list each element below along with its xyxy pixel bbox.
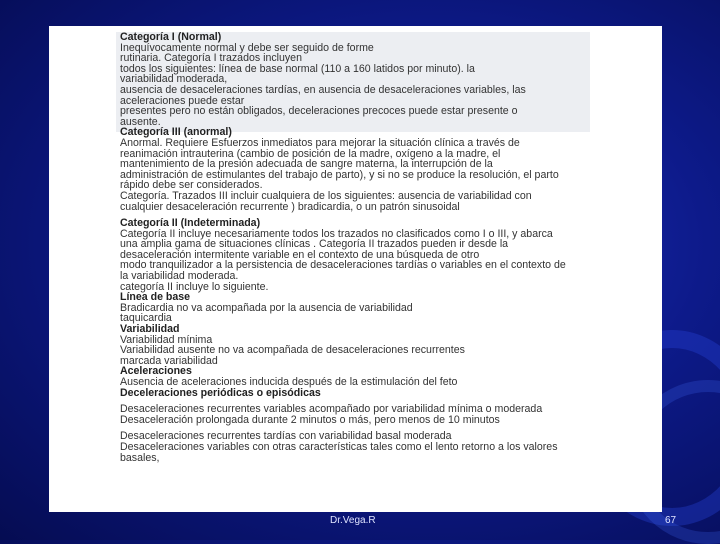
text-line: Categoría. Trazados III incluir cualquiera de los siguientes: ausencia de variabilidad con: [120, 189, 532, 202]
footer-author: Dr.Vega.R: [330, 515, 376, 526]
text-line: mantenimiento de la presión adecuada de sangre materna, la interrupción de la: [120, 158, 493, 171]
text-line: Bradicardia no va acompañada por la ausencia de variabilidad: [120, 301, 413, 314]
heading-category-3: Categoría III (anormal): [120, 126, 232, 139]
text-line: Desaceleraciones recurrentes tardías con variabilidad basal moderada: [120, 430, 452, 443]
text-line: presentes pero no están obligados, deceleraciones precoces puede estar presente o: [120, 105, 518, 118]
text-line: desaceleración intermitente variable en el contexto de una búsqueda de otro: [120, 248, 480, 261]
text-line: rutinaria. Categoría I trazados incluyen: [120, 52, 302, 65]
heading-category-1: Categoría I (Normal): [120, 31, 222, 43]
text-line: Categoría II incluye necesariamente todos los trazados no clasificados como I o III, y abarca: [120, 227, 553, 240]
text-line: ausente.: [120, 115, 161, 128]
text-line: Inequívocamente normal y debe ser seguido de forme: [120, 41, 374, 54]
text-line: cualquier desaceleración recurrente ) bradicardia, o un patrón sinusoidal: [120, 200, 460, 213]
heading-linea-de-base: Línea de base: [120, 291, 191, 304]
text-line: categoría II incluye lo siguiente.: [120, 280, 269, 293]
text-line: reanimación intrauterina (cambio de posición de la madre, oxígeno a la madre, el: [120, 147, 501, 160]
text-line: Variabilidad mínima: [120, 333, 213, 346]
text-line: taquicardia: [120, 312, 172, 325]
text-line: Desaceleración prolongada durante 2 minutos o más, pero menos de 10 minutos: [120, 413, 500, 426]
text-line: rápido debe ser considerados.: [120, 179, 263, 192]
text-line: marcada variabilidad: [120, 354, 218, 367]
text-line: Ausencia de aceleraciones inducida después de la estimulación del feto: [120, 376, 458, 388]
text-line: Desaceleraciones recurrentes variables acompañado por variabilidad mínima o moderada: [120, 403, 543, 416]
text-line: la variabilidad moderada.: [120, 270, 239, 283]
text-line: administración de estimulantes del trabajo de parto), y si no se produce la resolución, el parto: [120, 168, 559, 181]
text-line: una amplia gama de situaciones clínicas . Categoría II trazados pueden ir desde la: [120, 238, 509, 251]
text-line: aceleraciones puede estar: [120, 94, 245, 107]
text-line: Anormal. Requiere Esfuerzos inmediatos para mejorar la situación clínica a través de: [120, 136, 520, 149]
heading-category-2: Categoría II (Indeterminada): [120, 217, 261, 230]
text-line: Desaceleraciones variables con otras características tales como el lento retorno a los valores: [120, 440, 558, 453]
page-number: 67: [665, 515, 677, 526]
heading-variabilidad: Variabilidad: [120, 323, 180, 336]
text-line: variabilidad moderada,: [120, 73, 228, 86]
heading-aceleraciones: Aceleraciones: [120, 365, 192, 378]
text-line: basales,: [120, 451, 160, 464]
text-line: todos los siguientes: línea de base normal (110 a 160 latidos por minuto). la: [120, 62, 475, 75]
text-line: ausencia de desaceleraciones tardías, en ausencia de desaceleraciones variables, las: [120, 83, 526, 96]
heading-deceleraciones: Deceleraciones periódicas o episódicas: [120, 386, 321, 399]
document-image: [49, 26, 662, 512]
text-line: Variabilidad ausente no va acompañada de desaceleraciones recurrentes: [120, 344, 465, 357]
text-line: modo tranquilizador a la persistencia de desaceleraciones tardías o variables en el contexto de: [120, 259, 566, 272]
document-text: [120, 32, 590, 463]
